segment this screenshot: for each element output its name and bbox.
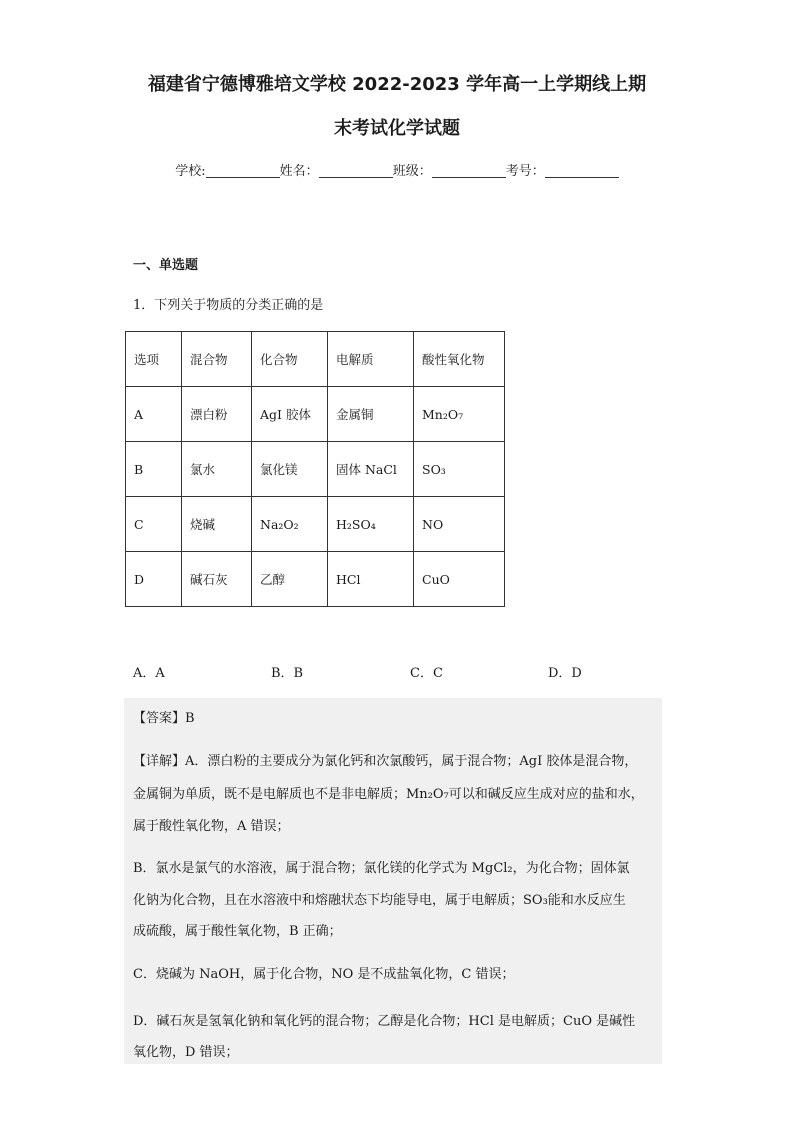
table-cell: 金属铜 [328, 387, 414, 442]
student-info-row [0, 160, 794, 179]
option-b: B．B [271, 666, 304, 681]
table-cell: 氯水 [182, 442, 252, 497]
explanation-line: B．氯水是氯气的水溶液，属于混合物；氯化镁的化学式为 MgCl₂，为化合物；固体氯 [133, 861, 630, 876]
table-header-cell: 酸性氧化物 [414, 332, 505, 387]
table-cell: 氯化镁 [252, 442, 328, 497]
table-cell: A [126, 387, 182, 442]
table-row [126, 497, 505, 552]
school-blank [206, 163, 280, 178]
table-cell: Na₂O₂ [252, 497, 328, 552]
table-cell: HCl [328, 552, 414, 607]
table-header-cell: 选项 [126, 332, 182, 387]
answer-value: B [185, 711, 195, 726]
table-row [126, 442, 505, 497]
table-header-row [126, 332, 505, 387]
table-cell: 碱石灰 [182, 552, 252, 607]
table-cell: Mn₂O₇ [414, 387, 505, 442]
table-row [126, 387, 505, 442]
document-title-line-2: 末考试化学试题 [334, 118, 460, 139]
table-cell: 烧碱 [182, 497, 252, 552]
table-header-cell: 电解质 [328, 332, 414, 387]
explanation-line: D．碱石灰是氢氧化钠和氧化钙的混合物；乙醇是化合物；HCl 是电解质；CuO 是碱性 [133, 1014, 636, 1029]
option-d: D．D [548, 666, 582, 681]
class-label: 班级： [392, 164, 432, 179]
answer-label: 【答案】 [133, 711, 186, 726]
explanation-label: 【详解】 [133, 754, 186, 769]
table-cell: 漂白粉 [182, 387, 252, 442]
table-cell: B [126, 442, 182, 497]
section-title: 一、单选题 [133, 258, 199, 273]
table-cell: C [126, 497, 182, 552]
table-cell: CuO [414, 552, 505, 607]
explanation-line: 成硫酸，属于酸性氧化物，B 正确； [133, 924, 342, 939]
table-header-cell: 化合物 [252, 332, 328, 387]
table-cell: 乙醇 [252, 552, 328, 607]
table-cell: NO [414, 497, 505, 552]
explanation-line: 属于酸性氧化物，A 错误； [133, 819, 290, 834]
school-label: 学校: [175, 164, 206, 179]
explanation-line [133, 750, 637, 769]
exam-number-label: 考号： [505, 164, 545, 179]
explanation-line: 氧化物，D 错误； [133, 1045, 239, 1060]
document-title-line-1: 福建省宁德博雅培文学校 2022-2023 学年高一上学期线上期 [147, 74, 647, 95]
name-blank [319, 163, 393, 178]
answer-line [133, 707, 195, 726]
table-header-cell: 混合物 [182, 332, 252, 387]
table-row [126, 552, 505, 607]
name-label: 姓名： [279, 164, 319, 179]
explanation-text: A．漂白粉的主要成分为氯化钙和次氯酸钙，属于混合物；AgI 胶体是混合物， [185, 754, 638, 769]
option-a: A．A [133, 666, 165, 681]
table-cell: AgI 胶体 [252, 387, 328, 442]
question-stem: 1．下列关于物质的分类正确的是 [133, 298, 324, 313]
table-cell: H₂SO₄ [328, 497, 414, 552]
exam-number-blank [545, 163, 619, 178]
explanation-line: 化钠为化合物，且在水溶液中和熔融状态下均能导电，属于电解质；SO₃能和水反应生 [133, 893, 626, 908]
option-c: C．C [410, 666, 443, 681]
classification-table [125, 331, 505, 607]
table-cell: SO₃ [414, 442, 505, 497]
class-blank [432, 163, 506, 178]
explanation-line: 金属铜为单质，既不是电解质也不是非电解质；Mn₂O₇可以和碱反应生成对应的盐和水， [133, 787, 644, 802]
explanation-line: C．烧碱为 NaOH，属于化合物，NO 是不成盐氧化物，C 错误； [133, 967, 515, 982]
table-cell: D [126, 552, 182, 607]
table-cell: 固体 NaCl [328, 442, 414, 497]
